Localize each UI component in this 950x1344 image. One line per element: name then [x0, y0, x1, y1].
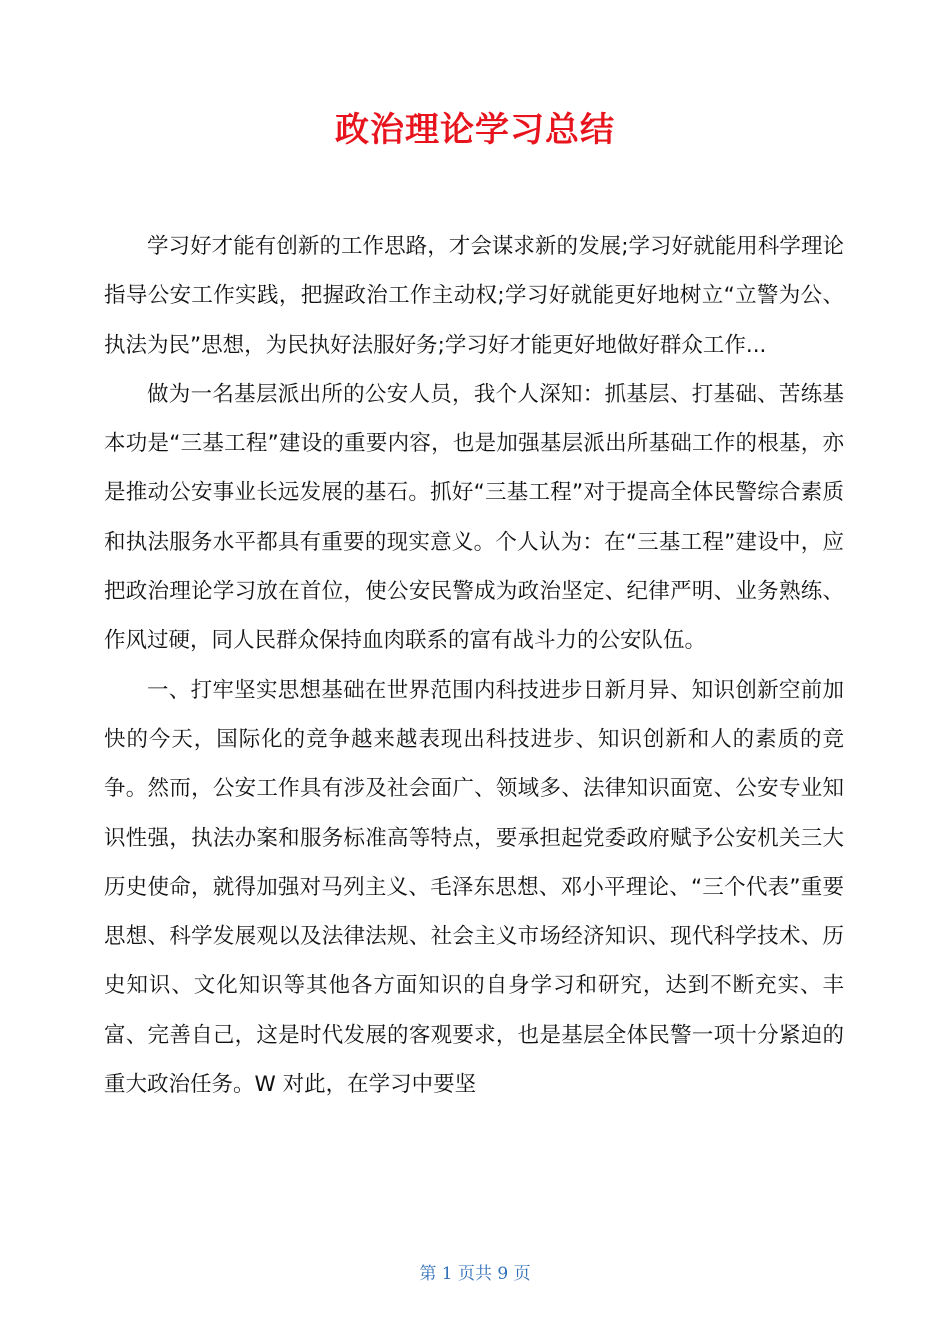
- page-number-footer: 第 1 页共 9 页: [419, 1264, 531, 1284]
- document-body: [104, 222, 844, 1109]
- document-title: 政治理论学习总结: [335, 110, 615, 150]
- paragraph-2: 做为一名基层派出所的公安人员，我个人深知：抓基层、打基础、苦练基本功是“三基工程”建设的重要内容，也是加强基层派出所基础工作的根基，亦是推动公安事业长远发展的基石。抓好“三基工程”对于提高全体民警综合素质和执法服务水平都具有重要的现实意义。个人认为：在“三基工程”建设中，应把政治理论学习放在首位，使公安民警成为政治坚定、纪律严明、业务熟练、作风过硬，同人民群众保持血肉联系的富有战斗力的公安队伍。: [104, 381, 844, 654]
- paragraph-3: 一、打牢坚实思想基础在世界范围内科技进步日新月异、知识创新空前加快的今天，国际化的竞争越来越表现出科技进步、知识创新和人的素质的竞争。然而，公安工作具有涉及社会面广、领域多、法律知识面宽、公安专业知识性强，执法办案和服务标准高等特点，要承担起党委政府赋予公安机关三大历史使命，就得加强对马列主义、毛泽东思想、邓小平理论、“三个代表”重要思想、科学发展观以及法律法规、社会主义市场经济知识、现代科学技术、历史知识、文化知识等其他各方面知识的自身学习和研究，达到不断充实、丰富、完善自己，这是时代发展的客观要求，也是基层全体民警一项十分紧迫的重大政治任务。W 对此，在学习中要坚: [104, 677, 844, 1098]
- paragraph-1: 学习好才能有创新的工作思路，才会谋求新的发展;学习好就能用科学理论指导公安工作实践，把握政治工作主动权;学习好就能更好地树立“立警为公、执法为民”思想，为民执好法服好务;学习好才能更好地做好群众工作...: [104, 234, 844, 358]
